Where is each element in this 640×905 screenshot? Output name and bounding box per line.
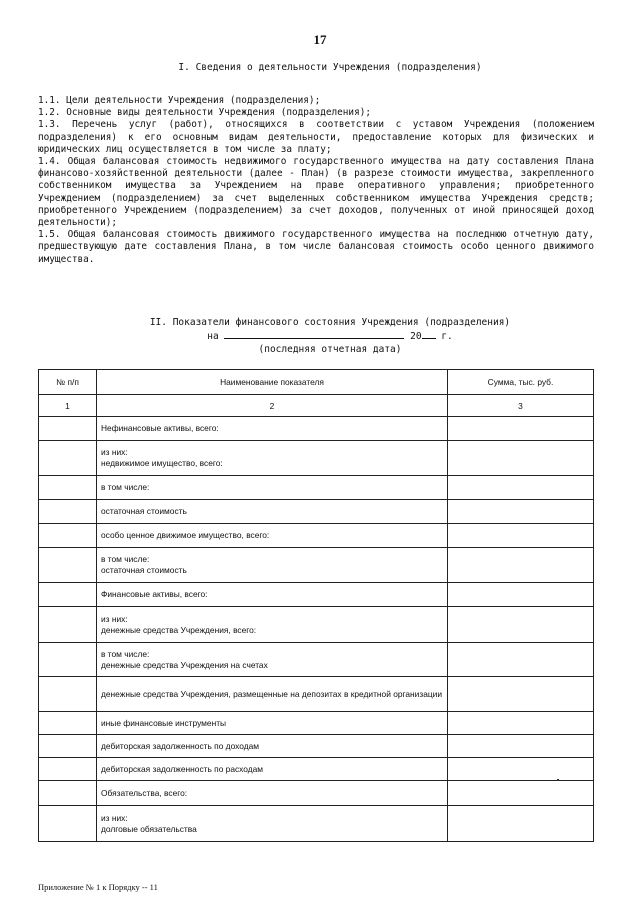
sum-cell[interactable] bbox=[448, 643, 594, 677]
sum-cell[interactable] bbox=[448, 758, 594, 781]
table-row bbox=[39, 583, 594, 607]
indicator-name-cell: дебиторская задолженность по доходам bbox=[97, 735, 448, 758]
sum-cell[interactable] bbox=[448, 441, 594, 476]
sum-cell[interactable] bbox=[448, 781, 594, 806]
row-number-cell[interactable] bbox=[39, 583, 97, 607]
indicator-name-cell: иные финансовые инструменты bbox=[97, 712, 448, 735]
indicator-name-cell: денежные средства Учреждения, размещенные на депозитах в кредитной организации bbox=[97, 677, 448, 712]
paragraph-1-3: 1.3. Перечень услуг (работ), относящихся в соответствии с уставом Учреждения (положением подразделения) к его основным видам деятельности, предоставление которых для физических и юридических лиц осуществляется в том числе за плату; bbox=[38, 119, 594, 155]
column-number-2: 2 bbox=[97, 395, 448, 417]
sum-cell[interactable] bbox=[448, 548, 594, 583]
sum-cell[interactable] bbox=[448, 524, 594, 548]
sum-cell[interactable] bbox=[448, 677, 594, 712]
row-number-cell[interactable] bbox=[39, 781, 97, 806]
paragraph-1-5: 1.5. Общая балансовая стоимость движимого государственного имущества на последнюю отчетную дату, предшествующую дате составления Плана, в том числе балансовая стоимость особо ценного движимого имущества. bbox=[38, 229, 594, 265]
table-row bbox=[39, 677, 594, 712]
indicator-name-cell: дебиторская задолженность по расходам bbox=[97, 758, 448, 781]
table-row bbox=[39, 441, 594, 476]
sum-cell[interactable] bbox=[448, 476, 594, 500]
year-blank[interactable] bbox=[422, 329, 436, 339]
table-row bbox=[39, 781, 594, 806]
sum-cell[interactable] bbox=[448, 712, 594, 735]
year-prefix: 20 bbox=[410, 331, 422, 342]
page-number: 17 bbox=[313, 32, 327, 47]
table-row bbox=[39, 806, 594, 842]
row-number-cell[interactable] bbox=[39, 758, 97, 781]
table-header-row bbox=[39, 370, 594, 395]
row-number-cell[interactable] bbox=[39, 677, 97, 712]
section1-body bbox=[38, 95, 594, 266]
table-row bbox=[39, 712, 594, 735]
sum-cell[interactable] bbox=[448, 806, 594, 842]
sum-cell[interactable] bbox=[448, 735, 594, 758]
row-number-cell[interactable] bbox=[39, 524, 97, 548]
section1-title: I. Сведения о деятельности Учреждения (подразделения) bbox=[178, 62, 482, 73]
year-suffix: г. bbox=[441, 331, 453, 342]
row-number-cell[interactable] bbox=[39, 735, 97, 758]
header-number: № п/п bbox=[39, 370, 97, 395]
sum-cell[interactable] bbox=[448, 500, 594, 524]
date-blank[interactable] bbox=[224, 329, 404, 339]
table-row bbox=[39, 758, 594, 781]
table-row bbox=[39, 607, 594, 643]
indicator-name-cell: Финансовые активы, всего: bbox=[97, 583, 448, 607]
indicator-name-cell: остаточная стоимость bbox=[97, 500, 448, 524]
indicator-name-cell: в том числе: денежные средства Учреждения на счетах bbox=[97, 643, 448, 677]
row-number-cell[interactable] bbox=[39, 476, 97, 500]
paragraph-1-4: 1.4. Общая балансовая стоимость недвижимого государственного имущества на дату составления Плана финансово-хозяйственной деятельности (далее - План) (в разрезе стоимости имущества, закрепленного собственником имущества за Учреждением на праве оперативного управления; приобретенного Учреждением (подразделением) за счет выделенных собственником имущества Учреждения средств; приобретенного Учреждением (подразделением) за счет доходов, полученных от иной приносящей доход деятельности); bbox=[38, 156, 594, 229]
date-caption: (последняя отчетная дата) bbox=[258, 344, 402, 355]
table-row bbox=[39, 476, 594, 500]
header-indicator-name: Наименование показателя bbox=[97, 370, 448, 395]
date-line bbox=[20, 329, 640, 343]
row-number-cell[interactable] bbox=[39, 806, 97, 842]
row-number-cell[interactable] bbox=[39, 500, 97, 524]
row-number-cell[interactable] bbox=[39, 548, 97, 583]
row-number-cell[interactable] bbox=[39, 417, 97, 441]
indicator-name-cell: из них: недвижимое имущество, всего: bbox=[97, 441, 448, 476]
footer-note: Приложение № 1 к Порядку -- 11 bbox=[38, 882, 158, 892]
sum-cell[interactable] bbox=[448, 583, 594, 607]
indicator-name-cell: в том числе: bbox=[97, 476, 448, 500]
row-number-cell[interactable] bbox=[39, 712, 97, 735]
sum-cell[interactable] bbox=[448, 607, 594, 643]
indicator-name-cell: из них: долговые обязательства bbox=[97, 806, 448, 842]
row-number-cell[interactable] bbox=[39, 441, 97, 476]
column-number-3: 3 bbox=[448, 395, 594, 417]
indicators-table bbox=[38, 369, 594, 842]
table-row bbox=[39, 548, 594, 583]
column-number-row bbox=[39, 395, 594, 417]
section2-heading bbox=[0, 316, 640, 356]
indicator-name-cell: в том числе: остаточная стоимость bbox=[97, 548, 448, 583]
header-sum: Сумма, тыс. руб. bbox=[448, 370, 594, 395]
indicator-name-cell: Нефинансовые активы, всего: bbox=[97, 417, 448, 441]
indicator-name-cell: Обязательства, всего: bbox=[97, 781, 448, 806]
table-row bbox=[39, 500, 594, 524]
indicator-name-cell: из них: денежные средства Учреждения, всего: bbox=[97, 607, 448, 643]
on-label: на bbox=[207, 331, 219, 342]
section2-title: II. Показатели финансового состояния Учреждения (подразделения) bbox=[149, 317, 511, 328]
paragraph-1-1: 1.1. Цели деятельности Учреждения (подразделения); bbox=[38, 95, 321, 106]
table-row bbox=[39, 524, 594, 548]
table-row bbox=[39, 643, 594, 677]
table-row bbox=[39, 417, 594, 441]
scan-speck bbox=[557, 779, 559, 781]
indicator-name-cell: особо ценное движимое имущество, всего: bbox=[97, 524, 448, 548]
paragraph-1-2: 1.2. Основные виды деятельности Учреждения (подразделения); bbox=[38, 107, 372, 119]
table-row bbox=[39, 735, 594, 758]
column-number-1: 1 bbox=[39, 395, 97, 417]
row-number-cell[interactable] bbox=[39, 643, 97, 677]
row-number-cell[interactable] bbox=[39, 607, 97, 643]
sum-cell[interactable] bbox=[448, 417, 594, 441]
